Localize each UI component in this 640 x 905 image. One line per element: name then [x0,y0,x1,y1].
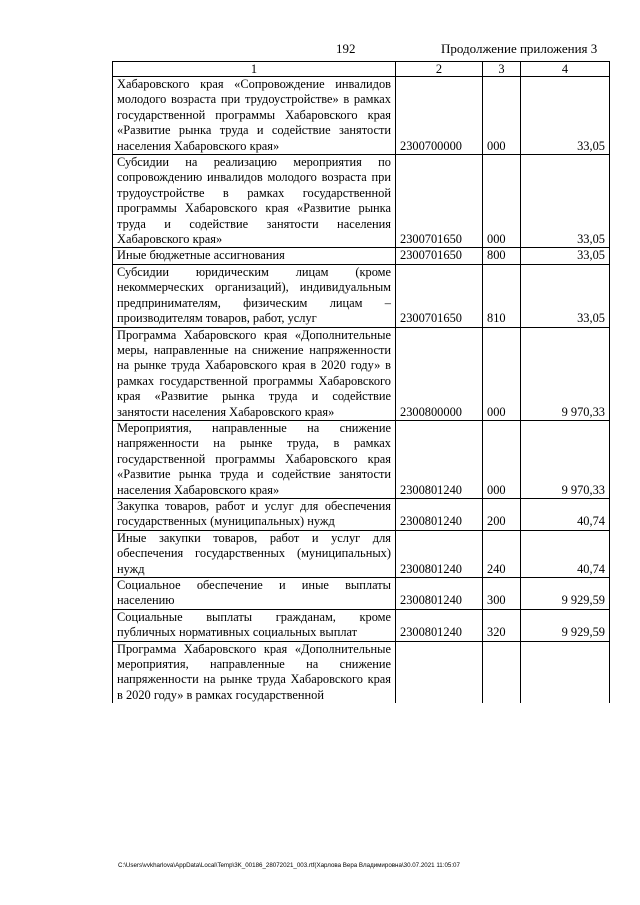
row-kind-cell: 240 [483,530,521,577]
row-code-cell: 2300801240 [396,498,483,530]
row-name-cell: Субсидии юридическим лицам (кроме некоммерческих организаций), индивидуальным предпринимателям, физическим лицам – производителям товаров, работ, услуг [113,264,396,327]
row-code-cell: 2300800000 [396,327,483,420]
table-row [113,609,610,641]
row-sum-cell: 33,05 [521,77,610,155]
row-code-cell: 2300801240 [396,609,483,641]
row-code-cell: 2300701650 [396,155,483,248]
appendix-continuation-label: Продолжение приложения 3 [441,41,598,56]
row-code-cell: 2300801240 [396,420,483,498]
table-row [113,77,610,155]
row-sum-cell: 9 929,59 [521,609,610,641]
row-sum-cell: 9 970,33 [521,420,610,498]
row-name-cell: Социальные выплаты гражданам, кроме публичных нормативных социальных выплат [113,609,396,641]
row-name-cell: Программа Хабаровского края «Дополнительные мероприятия, направленные на снижение напряженности на рынке труда Хабаровского края в 2020 году» в рамках государственной [113,641,396,703]
row-kind-cell: 800 [483,248,521,264]
table-row [113,327,610,420]
column-header-code: 2 [396,62,483,77]
row-kind-cell [483,641,521,703]
row-sum-cell: 33,05 [521,248,610,264]
row-code-cell [396,641,483,703]
row-code-cell: 2300701650 [396,264,483,327]
table-row [113,578,610,610]
row-code-cell: 2300701650 [396,248,483,264]
column-header-kind: 3 [483,62,521,77]
page-number: 192 [336,41,356,56]
file-path-footer: C:\Users\vvkharlova\AppData\Local\Temp\3K_00186_28072021_003.rtf(Харлова Вера Владимировна\30.07.2021 11:05:07 [118,862,460,869]
table-header-row [113,62,610,77]
table-row [113,155,610,248]
table-row [113,641,610,703]
row-kind-cell: 300 [483,578,521,610]
row-kind-cell: 000 [483,77,521,155]
row-name-cell: Социальное обеспечение и иные выплаты населению [113,578,396,610]
table-row [113,420,610,498]
row-name-cell: Программа Хабаровского края «Дополнительные меры, направленные на снижение напряженности на рынке труда Хабаровского края в 2020 году» в рамках государственной программы Хабаровского края «Развитие рынка труда и содействие занятости населения Хабаровского края» [113,327,396,420]
row-sum-cell: 40,74 [521,530,610,577]
row-sum-cell: 40,74 [521,498,610,530]
row-kind-cell: 000 [483,155,521,248]
row-kind-cell: 810 [483,264,521,327]
budget-table [112,61,610,703]
row-kind-cell: 000 [483,420,521,498]
row-name-cell: Мероприятия, направленные на снижение напряженности на рынке труда, в рамках государственной программы Хабаровского края «Развитие рынка труда и содействие занятости населения Хабаровского края» [113,420,396,498]
row-code-cell: 2300801240 [396,578,483,610]
row-name-cell: Субсидии на реализацию мероприятия по сопровождению инвалидов молодого возраста при трудоустройстве в рамках государственной программы Хабаровского края «Развитие рынка труда и содействие занятости населения Хабаровского края» [113,155,396,248]
column-header-sum: 4 [521,62,610,77]
table-row [113,264,610,327]
row-name-cell: Иные закупки товаров, работ и услуг для обеспечения государственных (муниципальных) нужд [113,530,396,577]
row-name-cell: Хабаровского края «Сопровождение инвалидов молодого возраста при трудоустройстве» в рамках государственной программы Хабаровского края «Развитие рынка труда и содействие занятости населения Хабаровского края» [113,77,396,155]
row-sum-cell: 9 929,59 [521,578,610,610]
row-name-cell: Иные бюджетные ассигнования [113,248,396,264]
row-kind-cell: 320 [483,609,521,641]
row-sum-cell [521,641,610,703]
table-row [113,530,610,577]
row-code-cell: 2300801240 [396,530,483,577]
table-row [113,498,610,530]
row-kind-cell: 000 [483,327,521,420]
row-sum-cell: 33,05 [521,264,610,327]
row-sum-cell: 9 970,33 [521,327,610,420]
row-name-cell: Закупка товаров, работ и услуг для обеспечения государственных (муниципальных) нужд [113,498,396,530]
row-code-cell: 2300700000 [396,77,483,155]
row-sum-cell: 33,05 [521,155,610,248]
table-row [113,248,610,264]
row-kind-cell: 200 [483,498,521,530]
column-header-name: 1 [113,62,396,77]
